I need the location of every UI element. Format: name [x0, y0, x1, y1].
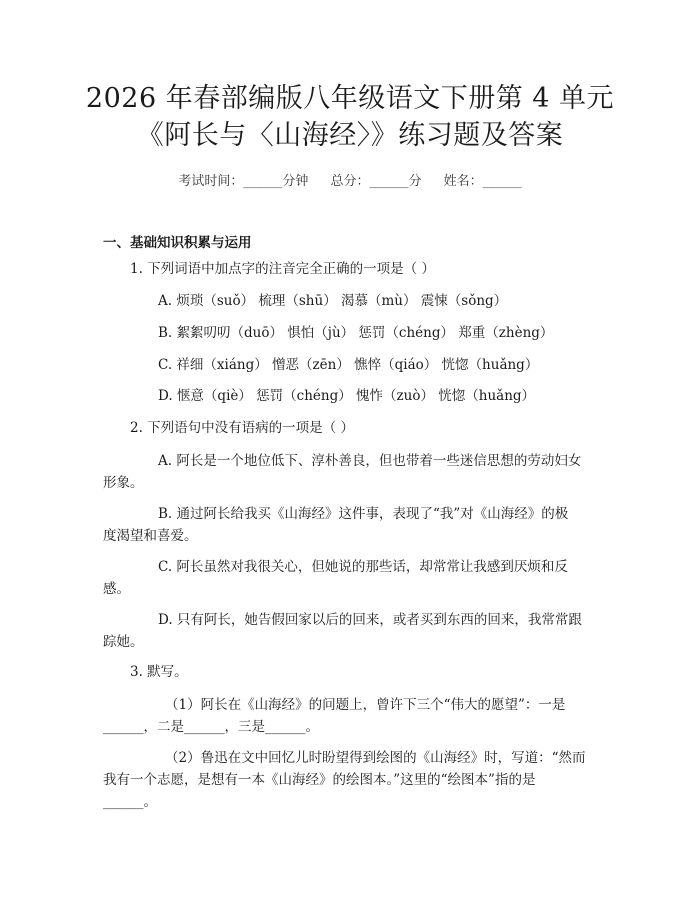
exam-time-field: 考试时间：______分钟	[178, 174, 309, 189]
question-2-option-c: C. 阿长虽然对我很关心，但她说的那些话，却常常让我感到厌烦和反	[158, 559, 568, 575]
question-2-option-d-cont: 踪她。	[103, 634, 144, 650]
question-1-option-a: A. 烦琐（suǒ） 梳理（shū） 渴慕（mù） 震悚（sǒng）	[158, 293, 508, 309]
question-3-sub1-cont: ______，二是______，三是______。	[103, 719, 319, 735]
question-2-option-a: A. 阿长是一个地位低下、淳朴善良，但也带着一些迷信思想的劳动妇女	[158, 453, 582, 469]
question-3-sub1: （1）阿长在《山海经》的问题上，曾许下三个“伟大的愿望”：一是	[165, 697, 566, 713]
question-2-option-d: D. 只有阿长，她告假回家以后的回来，或者买到东西的回来，我常常跟	[158, 612, 582, 628]
exam-score-field: 总分：______分	[330, 174, 422, 189]
question-2-option-a-cont: 形象。	[103, 475, 144, 491]
question-1-option-c: C. 祥细（xiáng） 憎恶（zēn） 憔悴（qiáo） 恍惚（huǎng）	[158, 357, 539, 373]
document-title-line1: 2026 年春部编版八年级语文下册第 4 单元	[85, 83, 615, 114]
section-heading: 一、基础知识积累与运用	[103, 235, 252, 251]
question-1-option-b: B. 絮絮叨叨（duō） 惧怕（jù） 惩罚（chéng） 郑重（zhèng）	[158, 325, 554, 341]
question-2-option-b: B. 通过阿长给我买《山海经》这件事，表现了“我”对《山海经》的极	[158, 506, 569, 522]
question-2-option-b-cont: 度渴望和喜爱。	[103, 528, 198, 544]
question-3-sub2-cont: 我有一个志愿，是想有一本《山海经》的绘图本。”这里的“绘图本”指的是	[103, 772, 536, 788]
question-1-stem: 1. 下列词语中加点字的注音完全正确的一项是（ ）	[130, 261, 435, 277]
question-3-sub2: （2）鲁迅在文中回忆儿时盼望得到绘图的《山海经》时，写道：“然而	[165, 750, 586, 766]
exam-name-field: 姓名：______	[443, 174, 522, 189]
exam-info	[0, 170, 700, 189]
document-title-line2: 《阿长与〈山海经〉》练习题及答案	[136, 120, 564, 151]
question-1-option-d: D. 惬意（qiè） 惩罚（chéng） 愧怍（zuò） 恍惚（huǎng）	[158, 388, 536, 404]
question-3-sub2-cont2: ______。	[103, 794, 157, 810]
question-2-option-c-cont: 感。	[103, 581, 130, 597]
question-3-stem: 3. 默写。	[130, 664, 188, 680]
question-2-stem: 2. 下列语句中没有语病的一项是（ ）	[130, 420, 354, 436]
